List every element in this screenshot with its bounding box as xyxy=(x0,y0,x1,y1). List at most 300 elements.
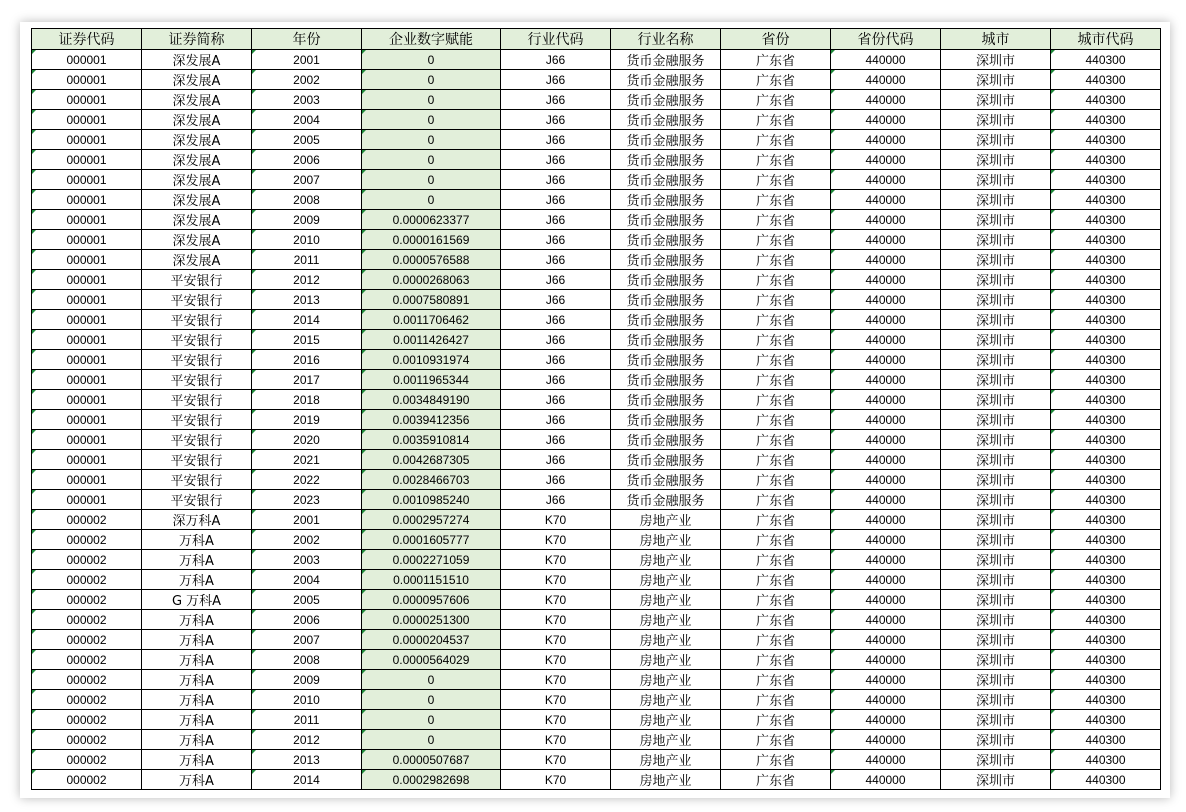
table-cell[interactable]: 0.0010985240 xyxy=(362,490,501,510)
table-cell[interactable]: K70 xyxy=(501,690,611,710)
table-cell[interactable]: 万科A xyxy=(142,770,252,790)
table-cell[interactable]: 440000 xyxy=(831,510,941,530)
table-cell[interactable]: 货币金融服务 xyxy=(611,110,721,130)
table-cell[interactable]: 深圳市 xyxy=(941,610,1051,630)
table-cell[interactable]: 000001 xyxy=(32,130,142,150)
table-cell[interactable]: 房地产业 xyxy=(611,550,721,570)
table-cell[interactable]: 000001 xyxy=(32,150,142,170)
table-cell[interactable]: 440300 xyxy=(1051,770,1161,790)
table-cell[interactable]: 深圳市 xyxy=(941,170,1051,190)
table-cell[interactable]: 深圳市 xyxy=(941,450,1051,470)
table-cell[interactable]: 440000 xyxy=(831,230,941,250)
table-cell[interactable]: 000001 xyxy=(32,190,142,210)
table-cell[interactable]: 深圳市 xyxy=(941,110,1051,130)
table-cell[interactable]: 2007 xyxy=(252,630,362,650)
table-cell[interactable]: 0.0002957274 xyxy=(362,510,501,530)
table-cell[interactable]: 440300 xyxy=(1051,730,1161,750)
table-cell[interactable]: 440300 xyxy=(1051,210,1161,230)
table-cell[interactable]: 货币金融服务 xyxy=(611,410,721,430)
table-cell[interactable]: J66 xyxy=(501,390,611,410)
table-cell[interactable]: 2005 xyxy=(252,590,362,610)
table-cell[interactable]: 000002 xyxy=(32,550,142,570)
table-cell[interactable]: 2014 xyxy=(252,310,362,330)
table-cell[interactable]: 2013 xyxy=(252,750,362,770)
table-cell[interactable]: 000001 xyxy=(32,490,142,510)
table-cell[interactable]: 深圳市 xyxy=(941,510,1051,530)
table-cell[interactable]: J66 xyxy=(501,330,611,350)
table-cell[interactable]: 440300 xyxy=(1051,270,1161,290)
table-cell[interactable]: 440000 xyxy=(831,690,941,710)
table-cell[interactable]: 广东省 xyxy=(721,570,831,590)
table-cell[interactable]: K70 xyxy=(501,730,611,750)
table-cell[interactable]: 440300 xyxy=(1051,450,1161,470)
table-cell[interactable]: K70 xyxy=(501,750,611,770)
table-cell[interactable]: 000001 xyxy=(32,210,142,230)
table-cell[interactable]: 440300 xyxy=(1051,130,1161,150)
table-cell[interactable]: 440300 xyxy=(1051,310,1161,330)
table-cell[interactable]: J66 xyxy=(501,210,611,230)
table-cell[interactable]: 广东省 xyxy=(721,150,831,170)
table-cell[interactable]: 2021 xyxy=(252,450,362,470)
table-cell[interactable]: 0 xyxy=(362,50,501,70)
table-cell[interactable]: J66 xyxy=(501,490,611,510)
table-cell[interactable]: 440000 xyxy=(831,630,941,650)
table-cell[interactable]: 深圳市 xyxy=(941,270,1051,290)
table-cell[interactable]: 000002 xyxy=(32,710,142,730)
table-cell[interactable]: 深圳市 xyxy=(941,150,1051,170)
table-cell[interactable]: 000001 xyxy=(32,290,142,310)
column-header[interactable]: 证券简称 xyxy=(142,29,252,50)
table-cell[interactable]: 房地产业 xyxy=(611,610,721,630)
table-cell[interactable]: 440300 xyxy=(1051,350,1161,370)
table-cell[interactable]: 广东省 xyxy=(721,410,831,430)
table-cell[interactable]: 0.0000957606 xyxy=(362,590,501,610)
column-header[interactable]: 省份代码 xyxy=(831,29,941,50)
table-cell[interactable]: 广东省 xyxy=(721,530,831,550)
table-cell[interactable]: K70 xyxy=(501,710,611,730)
table-cell[interactable]: 货币金融服务 xyxy=(611,50,721,70)
table-cell[interactable]: 440300 xyxy=(1051,610,1161,630)
table-cell[interactable]: 440000 xyxy=(831,770,941,790)
table-cell[interactable]: 440000 xyxy=(831,450,941,470)
table-cell[interactable]: J66 xyxy=(501,370,611,390)
table-cell[interactable]: J66 xyxy=(501,430,611,450)
table-cell[interactable]: 广东省 xyxy=(721,370,831,390)
table-cell[interactable]: 000002 xyxy=(32,730,142,750)
table-cell[interactable]: 000001 xyxy=(32,370,142,390)
table-cell[interactable]: 440300 xyxy=(1051,70,1161,90)
table-cell[interactable]: 440000 xyxy=(831,590,941,610)
table-cell[interactable]: 440000 xyxy=(831,610,941,630)
table-cell[interactable]: 深圳市 xyxy=(941,490,1051,510)
table-cell[interactable]: 深发展A xyxy=(142,70,252,90)
column-header[interactable]: 企业数字赋能 xyxy=(362,29,501,50)
table-cell[interactable]: 440000 xyxy=(831,270,941,290)
column-header[interactable]: 行业代码 xyxy=(501,29,611,50)
table-cell[interactable]: 广东省 xyxy=(721,170,831,190)
table-cell[interactable]: 深发展A xyxy=(142,170,252,190)
table-cell[interactable]: 440300 xyxy=(1051,430,1161,450)
table-cell[interactable]: 000001 xyxy=(32,410,142,430)
table-cell[interactable]: 货币金融服务 xyxy=(611,170,721,190)
table-cell[interactable]: 440300 xyxy=(1051,750,1161,770)
table-cell[interactable]: 440300 xyxy=(1051,490,1161,510)
table-cell[interactable]: J66 xyxy=(501,70,611,90)
table-cell[interactable]: 广东省 xyxy=(721,650,831,670)
table-cell[interactable]: 0 xyxy=(362,670,501,690)
table-cell[interactable]: 2018 xyxy=(252,390,362,410)
table-cell[interactable]: 000001 xyxy=(32,270,142,290)
table-cell[interactable]: 440000 xyxy=(831,710,941,730)
table-cell[interactable]: 2012 xyxy=(252,730,362,750)
table-cell[interactable]: 440300 xyxy=(1051,410,1161,430)
table-cell[interactable]: 万科A xyxy=(142,730,252,750)
table-cell[interactable]: 440000 xyxy=(831,290,941,310)
table-cell[interactable]: 深发展A xyxy=(142,250,252,270)
table-cell[interactable]: 2007 xyxy=(252,170,362,190)
table-cell[interactable]: 440300 xyxy=(1051,230,1161,250)
table-cell[interactable]: 广东省 xyxy=(721,210,831,230)
table-cell[interactable]: 深圳市 xyxy=(941,70,1051,90)
table-cell[interactable]: 440300 xyxy=(1051,190,1161,210)
table-cell[interactable]: 广东省 xyxy=(721,270,831,290)
column-header[interactable]: 行业名称 xyxy=(611,29,721,50)
table-cell[interactable]: 000002 xyxy=(32,670,142,690)
table-cell[interactable]: 货币金融服务 xyxy=(611,270,721,290)
table-cell[interactable]: 440000 xyxy=(831,390,941,410)
table-cell[interactable]: 000002 xyxy=(32,510,142,530)
table-cell[interactable]: 440000 xyxy=(831,530,941,550)
table-cell[interactable]: 0.0011965344 xyxy=(362,370,501,390)
table-cell[interactable]: 广东省 xyxy=(721,690,831,710)
table-cell[interactable]: 440300 xyxy=(1051,110,1161,130)
table-cell[interactable]: 房地产业 xyxy=(611,750,721,770)
table-cell[interactable]: 000001 xyxy=(32,110,142,130)
table-cell[interactable]: K70 xyxy=(501,530,611,550)
column-header[interactable]: 证券代码 xyxy=(32,29,142,50)
table-cell[interactable]: J66 xyxy=(501,170,611,190)
table-cell[interactable]: 广东省 xyxy=(721,590,831,610)
table-cell[interactable]: J66 xyxy=(501,250,611,270)
table-cell[interactable]: 2009 xyxy=(252,210,362,230)
table-cell[interactable]: 000001 xyxy=(32,330,142,350)
table-cell[interactable]: 平安银行 xyxy=(142,410,252,430)
table-cell[interactable]: 2022 xyxy=(252,470,362,490)
table-cell[interactable]: 深圳市 xyxy=(941,210,1051,230)
table-cell[interactable]: 万科A xyxy=(142,710,252,730)
table-cell[interactable]: 广东省 xyxy=(721,770,831,790)
table-cell[interactable]: 0.0010931974 xyxy=(362,350,501,370)
table-cell[interactable]: 0 xyxy=(362,710,501,730)
table-cell[interactable]: 440000 xyxy=(831,370,941,390)
table-cell[interactable]: 深圳市 xyxy=(941,410,1051,430)
table-cell[interactable]: 房地产业 xyxy=(611,590,721,610)
table-cell[interactable]: 广东省 xyxy=(721,190,831,210)
table-cell[interactable]: 440300 xyxy=(1051,590,1161,610)
table-cell[interactable]: 0.0011706462 xyxy=(362,310,501,330)
table-cell[interactable]: 平安银行 xyxy=(142,470,252,490)
table-cell[interactable]: J66 xyxy=(501,470,611,490)
table-cell[interactable]: K70 xyxy=(501,510,611,530)
table-cell[interactable]: 广东省 xyxy=(721,250,831,270)
table-cell[interactable]: 万科A xyxy=(142,610,252,630)
table-cell[interactable]: 0.0007580891 xyxy=(362,290,501,310)
table-cell[interactable]: 广东省 xyxy=(721,470,831,490)
table-cell[interactable]: 440000 xyxy=(831,670,941,690)
table-cell[interactable]: 0 xyxy=(362,130,501,150)
table-cell[interactable]: 货币金融服务 xyxy=(611,70,721,90)
table-cell[interactable]: J66 xyxy=(501,150,611,170)
table-cell[interactable]: 平安银行 xyxy=(142,370,252,390)
table-cell[interactable]: 440300 xyxy=(1051,150,1161,170)
table-cell[interactable]: 0 xyxy=(362,690,501,710)
table-cell[interactable]: 广东省 xyxy=(721,430,831,450)
table-cell[interactable]: 房地产业 xyxy=(611,510,721,530)
table-cell[interactable]: 广东省 xyxy=(721,310,831,330)
table-cell[interactable]: 万科A xyxy=(142,650,252,670)
table-cell[interactable]: 货币金融服务 xyxy=(611,490,721,510)
table-cell[interactable]: 深圳市 xyxy=(941,350,1051,370)
table-cell[interactable]: 000001 xyxy=(32,50,142,70)
table-cell[interactable]: 0.0001605777 xyxy=(362,530,501,550)
table-cell[interactable]: 货币金融服务 xyxy=(611,210,721,230)
table-cell[interactable]: J66 xyxy=(501,230,611,250)
table-cell[interactable]: K70 xyxy=(501,650,611,670)
table-cell[interactable]: 货币金融服务 xyxy=(611,230,721,250)
table-cell[interactable]: 0.0000161569 xyxy=(362,230,501,250)
table-cell[interactable]: 440300 xyxy=(1051,290,1161,310)
table-cell[interactable]: 440000 xyxy=(831,210,941,230)
table-cell[interactable]: 440000 xyxy=(831,310,941,330)
table-cell[interactable]: 深圳市 xyxy=(941,530,1051,550)
table-cell[interactable]: 440300 xyxy=(1051,370,1161,390)
table-cell[interactable]: 000002 xyxy=(32,610,142,630)
table-cell[interactable]: 440300 xyxy=(1051,90,1161,110)
table-cell[interactable]: 440000 xyxy=(831,330,941,350)
table-cell[interactable]: 000001 xyxy=(32,470,142,490)
table-cell[interactable]: 000001 xyxy=(32,350,142,370)
table-cell[interactable]: J66 xyxy=(501,310,611,330)
table-cell[interactable]: 2009 xyxy=(252,670,362,690)
table-cell[interactable]: J66 xyxy=(501,450,611,470)
table-cell[interactable]: 广东省 xyxy=(721,110,831,130)
table-cell[interactable]: 0.0035910814 xyxy=(362,430,501,450)
table-cell[interactable]: J66 xyxy=(501,270,611,290)
table-cell[interactable]: 440000 xyxy=(831,350,941,370)
table-cell[interactable]: 440000 xyxy=(831,150,941,170)
table-cell[interactable]: 广东省 xyxy=(721,130,831,150)
table-cell[interactable]: 货币金融服务 xyxy=(611,250,721,270)
table-cell[interactable]: K70 xyxy=(501,550,611,570)
table-cell[interactable]: 0.0002982698 xyxy=(362,770,501,790)
table-cell[interactable]: 440000 xyxy=(831,130,941,150)
table-cell[interactable]: 0 xyxy=(362,150,501,170)
table-cell[interactable]: 2008 xyxy=(252,190,362,210)
table-cell[interactable]: 000002 xyxy=(32,590,142,610)
table-cell[interactable]: 深圳市 xyxy=(941,550,1051,570)
table-cell[interactable]: 440000 xyxy=(831,70,941,90)
table-cell[interactable]: 深发展A xyxy=(142,110,252,130)
table-cell[interactable]: 广东省 xyxy=(721,230,831,250)
table-cell[interactable]: 万科A xyxy=(142,630,252,650)
table-cell[interactable]: 货币金融服务 xyxy=(611,190,721,210)
table-cell[interactable]: K70 xyxy=(501,770,611,790)
table-cell[interactable]: 440000 xyxy=(831,490,941,510)
table-cell[interactable]: 广东省 xyxy=(721,390,831,410)
table-cell[interactable]: J66 xyxy=(501,130,611,150)
table-cell[interactable]: 深圳市 xyxy=(941,130,1051,150)
table-cell[interactable]: 0.0039412356 xyxy=(362,410,501,430)
table-cell[interactable]: 2014 xyxy=(252,770,362,790)
table-cell[interactable]: 货币金融服务 xyxy=(611,450,721,470)
table-cell[interactable]: 2017 xyxy=(252,370,362,390)
table-cell[interactable]: 2005 xyxy=(252,130,362,150)
table-cell[interactable]: J66 xyxy=(501,90,611,110)
table-cell[interactable]: 2020 xyxy=(252,430,362,450)
table-cell[interactable]: 2016 xyxy=(252,350,362,370)
table-cell[interactable]: 深圳市 xyxy=(941,230,1051,250)
table-cell[interactable]: 深圳市 xyxy=(941,750,1051,770)
table-cell[interactable]: 平安银行 xyxy=(142,350,252,370)
table-cell[interactable]: 深圳市 xyxy=(941,770,1051,790)
table-cell[interactable]: 货币金融服务 xyxy=(611,390,721,410)
column-header[interactable]: 城市 xyxy=(941,29,1051,50)
table-cell[interactable]: 深圳市 xyxy=(941,330,1051,350)
table-cell[interactable]: 440300 xyxy=(1051,510,1161,530)
table-cell[interactable]: 2008 xyxy=(252,650,362,670)
table-cell[interactable]: 000001 xyxy=(32,170,142,190)
table-cell[interactable]: 2010 xyxy=(252,690,362,710)
table-cell[interactable]: 440300 xyxy=(1051,50,1161,70)
table-cell[interactable]: 房地产业 xyxy=(611,650,721,670)
table-cell[interactable]: 0.0000268063 xyxy=(362,270,501,290)
table-cell[interactable]: 2019 xyxy=(252,410,362,430)
table-cell[interactable]: 440300 xyxy=(1051,530,1161,550)
table-cell[interactable]: 广东省 xyxy=(721,710,831,730)
table-cell[interactable]: 2001 xyxy=(252,50,362,70)
table-cell[interactable]: 440000 xyxy=(831,110,941,130)
table-cell[interactable]: 广东省 xyxy=(721,70,831,90)
table-cell[interactable]: 平安银行 xyxy=(142,270,252,290)
table-cell[interactable]: 房地产业 xyxy=(611,710,721,730)
table-cell[interactable]: 深圳市 xyxy=(941,670,1051,690)
table-cell[interactable]: 000001 xyxy=(32,450,142,470)
table-cell[interactable]: 2012 xyxy=(252,270,362,290)
table-cell[interactable]: 万科A xyxy=(142,550,252,570)
table-cell[interactable]: J66 xyxy=(501,410,611,430)
table-cell[interactable]: 房地产业 xyxy=(611,670,721,690)
table-cell[interactable]: 000002 xyxy=(32,530,142,550)
table-cell[interactable]: 平安银行 xyxy=(142,290,252,310)
table-cell[interactable]: 万科A xyxy=(142,690,252,710)
table-cell[interactable]: K70 xyxy=(501,570,611,590)
table-cell[interactable]: 000001 xyxy=(32,390,142,410)
table-cell[interactable]: 0.0042687305 xyxy=(362,450,501,470)
table-cell[interactable]: 440000 xyxy=(831,730,941,750)
table-cell[interactable]: 货币金融服务 xyxy=(611,430,721,450)
table-cell[interactable]: 000001 xyxy=(32,70,142,90)
table-cell[interactable]: 000001 xyxy=(32,90,142,110)
table-cell[interactable]: 0.0000251300 xyxy=(362,610,501,630)
table-cell[interactable]: J66 xyxy=(501,190,611,210)
table-cell[interactable]: 000002 xyxy=(32,630,142,650)
table-cell[interactable]: K70 xyxy=(501,630,611,650)
table-cell[interactable]: 000002 xyxy=(32,770,142,790)
table-cell[interactable]: 房地产业 xyxy=(611,630,721,650)
table-cell[interactable]: 货币金融服务 xyxy=(611,350,721,370)
table-cell[interactable]: 440000 xyxy=(831,650,941,670)
table-cell[interactable]: 深万科A xyxy=(142,510,252,530)
table-cell[interactable]: K70 xyxy=(501,590,611,610)
table-cell[interactable]: 深圳市 xyxy=(941,690,1051,710)
table-cell[interactable]: 440000 xyxy=(831,750,941,770)
table-cell[interactable]: 深圳市 xyxy=(941,370,1051,390)
table-cell[interactable]: 000002 xyxy=(32,570,142,590)
table-cell[interactable]: 深圳市 xyxy=(941,710,1051,730)
table-cell[interactable]: 平安银行 xyxy=(142,310,252,330)
table-cell[interactable]: 440000 xyxy=(831,190,941,210)
table-cell[interactable]: K70 xyxy=(501,610,611,630)
table-cell[interactable]: 深圳市 xyxy=(941,570,1051,590)
table-cell[interactable]: 0.0002271059 xyxy=(362,550,501,570)
table-cell[interactable]: 平安银行 xyxy=(142,430,252,450)
table-cell[interactable]: 0.0000564029 xyxy=(362,650,501,670)
table-cell[interactable]: 广东省 xyxy=(721,610,831,630)
table-cell[interactable]: 深发展A xyxy=(142,150,252,170)
table-cell[interactable]: 货币金融服务 xyxy=(611,290,721,310)
table-cell[interactable]: 2010 xyxy=(252,230,362,250)
table-cell[interactable]: 2003 xyxy=(252,550,362,570)
table-cell[interactable]: 深圳市 xyxy=(941,250,1051,270)
table-cell[interactable]: 440300 xyxy=(1051,390,1161,410)
table-cell[interactable]: 2015 xyxy=(252,330,362,350)
table-cell[interactable]: 2006 xyxy=(252,150,362,170)
table-cell[interactable]: 万科A xyxy=(142,750,252,770)
table-cell[interactable]: 深发展A xyxy=(142,190,252,210)
table-cell[interactable]: 0 xyxy=(362,730,501,750)
table-cell[interactable]: 440300 xyxy=(1051,250,1161,270)
table-cell[interactable]: 000001 xyxy=(32,430,142,450)
table-cell[interactable]: 深发展A xyxy=(142,130,252,150)
table-cell[interactable]: 深圳市 xyxy=(941,730,1051,750)
table-cell[interactable]: 440000 xyxy=(831,470,941,490)
table-cell[interactable]: 广东省 xyxy=(721,450,831,470)
table-cell[interactable]: 440000 xyxy=(831,410,941,430)
table-cell[interactable]: 2002 xyxy=(252,530,362,550)
table-cell[interactable]: 2002 xyxy=(252,70,362,90)
table-cell[interactable]: 深圳市 xyxy=(941,470,1051,490)
table-cell[interactable]: 0.0034849190 xyxy=(362,390,501,410)
table-cell[interactable]: 深圳市 xyxy=(941,190,1051,210)
table-cell[interactable]: 000002 xyxy=(32,650,142,670)
column-header[interactable]: 省份 xyxy=(721,29,831,50)
table-cell[interactable]: 0.0000576588 xyxy=(362,250,501,270)
table-cell[interactable]: 深圳市 xyxy=(941,90,1051,110)
table-cell[interactable]: 440300 xyxy=(1051,650,1161,670)
table-cell[interactable]: G 万科A xyxy=(142,590,252,610)
table-cell[interactable]: 货币金融服务 xyxy=(611,130,721,150)
table-cell[interactable]: J66 xyxy=(501,290,611,310)
table-cell[interactable]: 深圳市 xyxy=(941,630,1051,650)
table-cell[interactable]: 广东省 xyxy=(721,330,831,350)
table-cell[interactable]: 广东省 xyxy=(721,750,831,770)
table-cell[interactable]: 0.0001151510 xyxy=(362,570,501,590)
table-cell[interactable]: 440000 xyxy=(831,90,941,110)
table-cell[interactable]: 广东省 xyxy=(721,730,831,750)
table-cell[interactable]: 深发展A xyxy=(142,210,252,230)
table-cell[interactable]: 货币金融服务 xyxy=(611,470,721,490)
table-cell[interactable]: 2023 xyxy=(252,490,362,510)
